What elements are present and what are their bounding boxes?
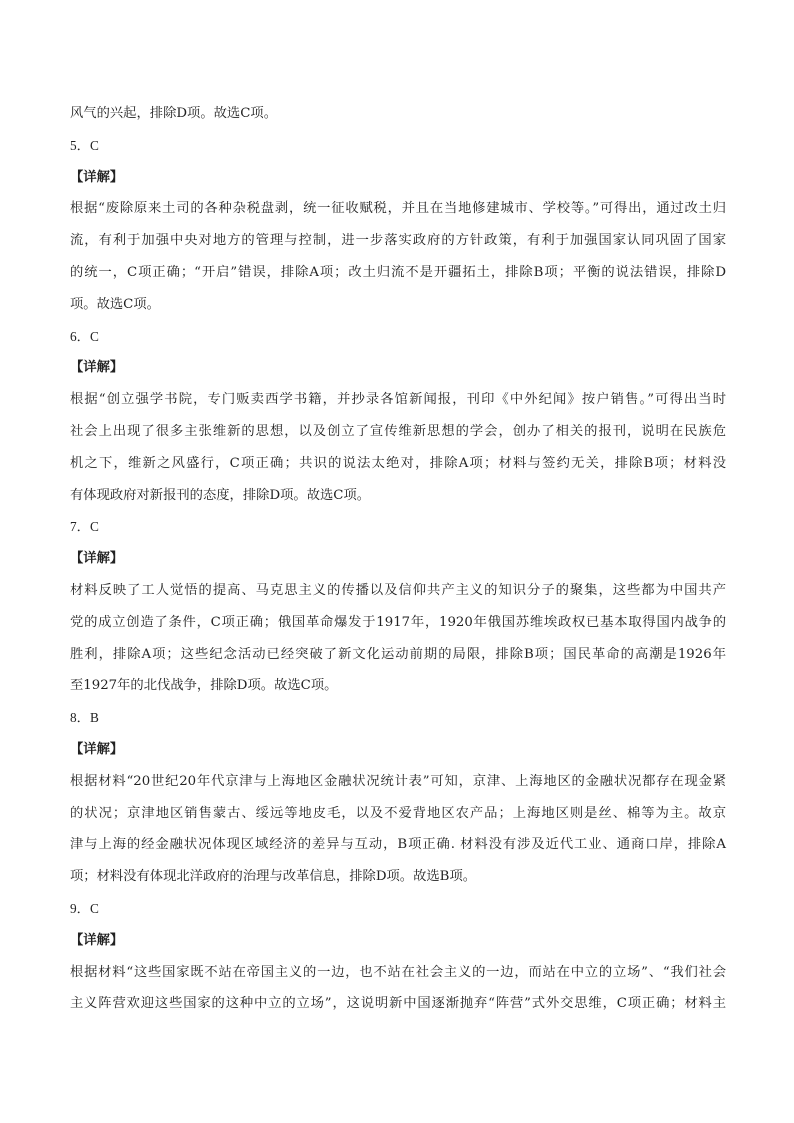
section-heading-xiangjie: 【详解】 bbox=[70, 741, 124, 757]
paragraph-line: 的统一，C项正确；“开启”错误，排除A项；改土归流不是开疆拓土，排除B项；平衡的说法错误，排除D bbox=[70, 264, 726, 280]
section-heading-xiangjie: 【详解】 bbox=[70, 169, 124, 185]
paragraph-last-line: 项；材料没有体现北洋政府的治理与改革信息，排除D项。故选B项。 bbox=[70, 869, 477, 885]
document-body bbox=[70, 98, 726, 1020]
paragraph-line: 主义阵营欢迎这些国家的这种中立的立场”，这说明新中国逐渐抛弃“阵营”式外交思维，C项正确；材料主 bbox=[70, 996, 726, 1012]
paragraph-line: 胜利，排除A项；这些纪念活动已经突破了新文化运动前期的局限，排除B项；国民革命的高潮是1926年 bbox=[70, 646, 726, 662]
paragraph-line: 流，有利于加强中央对地方的管理与控制，进一步落实政府的方针政策，有利于加强国家认同巩固了国家 bbox=[70, 233, 726, 249]
paragraph-line: 党的成立创造了条件，C项正确；俄国革命爆发于1917年，1920年俄国苏维埃政权已基本取得国内战争的 bbox=[70, 614, 726, 630]
section-heading-xiangjie: 【详解】 bbox=[70, 932, 124, 948]
paragraph-last-line: 项。故选C项。 bbox=[70, 296, 160, 312]
paragraph-line: 根据材料“20世纪20年代京津与上海地区金融状况统计表”可知，京津、上海地区的金融状况都存在现金紧 bbox=[70, 773, 726, 789]
paragraph-line: 机之下，维新之风盛行，C项正确；共识的说法太绝对，排除A项；材料与签约无关，排除B项；材料没 bbox=[70, 455, 726, 471]
paragraph-line: 根据“创立强学书院，专门贩卖西学书籍，并抄录各馆新闻报，刊印《中外纪闻》按户销售。”可得出当时 bbox=[70, 392, 726, 408]
paragraph-line: 材料反映了工人觉悟的提高、马克思主义的传播以及信仰共产主义的知识分子的聚集，这些都为中国共产 bbox=[70, 582, 726, 598]
answer-number: 5．C bbox=[70, 137, 99, 153]
section-heading-xiangjie: 【详解】 bbox=[70, 551, 124, 567]
answer-number: 6．C bbox=[70, 328, 99, 344]
paragraph-last-line: 有体现政府对新报刊的态度，排除D项。故选C项。 bbox=[70, 487, 371, 503]
section-heading-xiangjie: 【详解】 bbox=[70, 360, 124, 376]
paragraph-last-line: 风气的兴起，排除D项。故选C项。 bbox=[70, 106, 277, 121]
answer-number: 9．C bbox=[70, 900, 99, 916]
paragraph-line: 根据“废除原来土司的各种杂税盘剥，统一征收赋税，并且在当地修建城市、学校等。”可得出，通过改土归 bbox=[70, 201, 726, 217]
paragraph-last-line: 至1927年的北伐战争，排除D项。故选C项。 bbox=[70, 678, 338, 694]
answer-number: 7．C bbox=[70, 519, 99, 535]
paragraph-line: 根据材料“这些国家既不站在帝国主义的一边，也不站在社会主义的一边，而站在中立的立场”、“我们社会 bbox=[70, 964, 726, 980]
paragraph-line: 津与上海的经金融状况体现区域经济的差异与互动，B项正确. 材料没有涉及近代工业、通商口岸，排除A bbox=[70, 837, 726, 853]
paragraph-line: 的状况；京津地区销售蒙古、绥远等地皮毛，以及不爱背地区农产品；上海地区则是丝、棉等为主。故京 bbox=[70, 805, 726, 821]
paragraph-line: 社会上出现了很多主张维新的思想，以及创立了宣传维新思想的学会，创办了相关的报刊，说明在民族危 bbox=[70, 423, 726, 439]
answer-number: 8．B bbox=[70, 710, 99, 726]
